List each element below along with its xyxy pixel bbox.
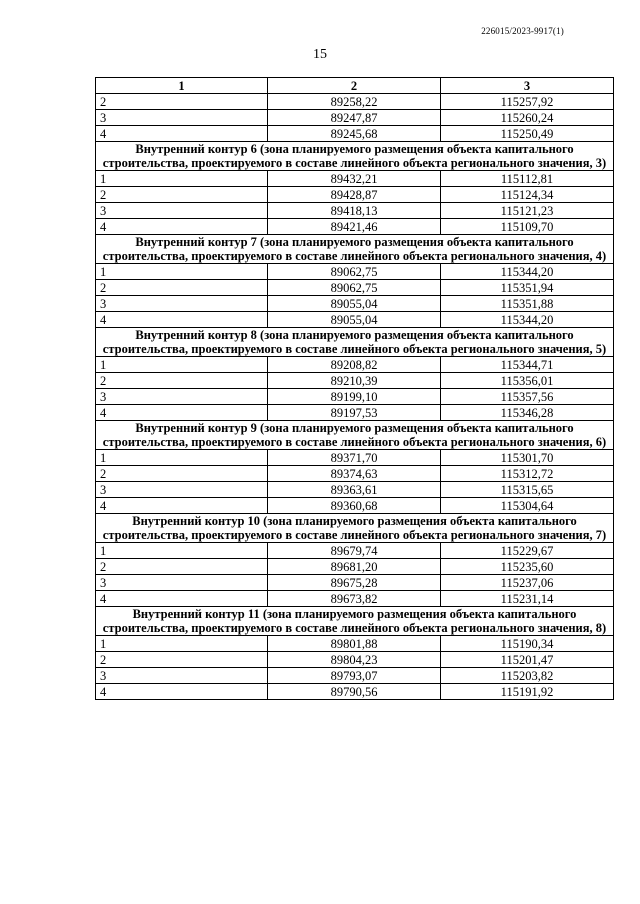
y-coordinate-cell: 115121,23 — [441, 203, 614, 219]
table-row — [96, 668, 614, 684]
contour-title: Внутренний контур 8 (зона планируемого размещения объекта капитального строительства, проектируемого в составе линейного объекта регионального значения, 5) — [96, 328, 614, 357]
point-number-cell: 4 — [96, 684, 268, 700]
contour-title-row — [96, 235, 614, 264]
table-row — [96, 280, 614, 296]
x-coordinate-cell: 89428,87 — [268, 187, 441, 203]
point-number-cell: 3 — [96, 203, 268, 219]
coordinates-table — [95, 77, 614, 700]
table-row — [96, 466, 614, 482]
table-row — [96, 373, 614, 389]
y-coordinate-cell: 115237,06 — [441, 575, 614, 591]
table-body — [96, 94, 614, 700]
y-coordinate-cell: 115346,28 — [441, 405, 614, 421]
table-row — [96, 264, 614, 280]
table-row — [96, 636, 614, 652]
y-coordinate-cell: 115231,14 — [441, 591, 614, 607]
point-number-cell: 1 — [96, 450, 268, 466]
x-coordinate-cell: 89673,82 — [268, 591, 441, 607]
y-coordinate-cell: 115344,20 — [441, 264, 614, 280]
y-coordinate-cell: 115235,60 — [441, 559, 614, 575]
y-coordinate-cell: 115191,92 — [441, 684, 614, 700]
point-number-cell: 2 — [96, 280, 268, 296]
y-coordinate-cell: 115356,01 — [441, 373, 614, 389]
x-coordinate-cell: 89418,13 — [268, 203, 441, 219]
page-number: 15 — [313, 47, 327, 62]
point-number-cell: 1 — [96, 543, 268, 559]
point-number-cell: 4 — [96, 498, 268, 514]
y-coordinate-cell: 115351,94 — [441, 280, 614, 296]
x-coordinate-cell: 89421,46 — [268, 219, 441, 235]
y-coordinate-cell: 115260,24 — [441, 110, 614, 126]
point-number-cell: 2 — [96, 94, 268, 110]
y-coordinate-cell: 115304,64 — [441, 498, 614, 514]
y-coordinate-cell: 115344,20 — [441, 312, 614, 328]
contour-title: Внутренний контур 6 (зона планируемого размещения объекта капитального строительства, проектируемого в составе линейного объекта регионального значения, 3) — [96, 142, 614, 171]
point-number-cell: 2 — [96, 466, 268, 482]
point-number-cell: 1 — [96, 357, 268, 373]
x-coordinate-cell: 89247,87 — [268, 110, 441, 126]
point-number-cell: 4 — [96, 591, 268, 607]
x-coordinate-cell: 89210,39 — [268, 373, 441, 389]
point-number-cell: 3 — [96, 668, 268, 684]
point-number-cell: 3 — [96, 296, 268, 312]
y-coordinate-cell: 115351,88 — [441, 296, 614, 312]
y-coordinate-cell: 115109,70 — [441, 219, 614, 235]
x-coordinate-cell: 89055,04 — [268, 312, 441, 328]
contour-title-row — [96, 514, 614, 543]
y-coordinate-cell: 115112,81 — [441, 171, 614, 187]
contour-title-row — [96, 421, 614, 450]
table-row — [96, 187, 614, 203]
y-coordinate-cell: 115312,72 — [441, 466, 614, 482]
y-coordinate-cell: 115315,65 — [441, 482, 614, 498]
column-header-y: 3 — [441, 78, 614, 94]
table-row — [96, 543, 614, 559]
point-number-cell: 3 — [96, 110, 268, 126]
x-coordinate-cell: 89801,88 — [268, 636, 441, 652]
table-row — [96, 482, 614, 498]
x-coordinate-cell: 89208,82 — [268, 357, 441, 373]
y-coordinate-cell: 115201,47 — [441, 652, 614, 668]
x-coordinate-cell: 89258,22 — [268, 94, 441, 110]
y-coordinate-cell: 115250,49 — [441, 126, 614, 142]
x-coordinate-cell: 89374,63 — [268, 466, 441, 482]
contour-title-row — [96, 607, 614, 636]
table-row — [96, 559, 614, 575]
y-coordinate-cell: 115203,82 — [441, 668, 614, 684]
x-coordinate-cell: 89793,07 — [268, 668, 441, 684]
point-number-cell: 1 — [96, 171, 268, 187]
x-coordinate-cell: 89062,75 — [268, 264, 441, 280]
y-coordinate-cell: 115257,92 — [441, 94, 614, 110]
table-row — [96, 450, 614, 466]
table-row — [96, 110, 614, 126]
contour-title-row — [96, 142, 614, 171]
y-coordinate-cell: 115190,34 — [441, 636, 614, 652]
table-row — [96, 405, 614, 421]
contour-title: Внутренний контур 9 (зона планируемого размещения объекта капитального строительства, проектируемого в составе линейного объекта регионального значения, 6) — [96, 421, 614, 450]
x-coordinate-cell: 89790,56 — [268, 684, 441, 700]
table-row — [96, 203, 614, 219]
x-coordinate-cell: 89245,68 — [268, 126, 441, 142]
table-row — [96, 684, 614, 700]
x-coordinate-cell: 89055,04 — [268, 296, 441, 312]
point-number-cell: 1 — [96, 264, 268, 280]
y-coordinate-cell: 115344,71 — [441, 357, 614, 373]
table-row — [96, 126, 614, 142]
table-row — [96, 575, 614, 591]
contour-title-row — [96, 328, 614, 357]
y-coordinate-cell: 115124,34 — [441, 187, 614, 203]
table-row — [96, 296, 614, 312]
table-row — [96, 389, 614, 405]
table-row — [96, 312, 614, 328]
point-number-cell: 2 — [96, 559, 268, 575]
document-id: 226015/2023-9917(1) — [481, 26, 564, 36]
table-row — [96, 171, 614, 187]
x-coordinate-cell: 89360,68 — [268, 498, 441, 514]
x-coordinate-cell: 89679,74 — [268, 543, 441, 559]
point-number-cell: 4 — [96, 405, 268, 421]
contour-title: Внутренний контур 11 (зона планируемого размещения объекта капитального строительства, проектируемого в составе линейного объекта регионального значения, 8) — [96, 607, 614, 636]
x-coordinate-cell: 89199,10 — [268, 389, 441, 405]
table-row — [96, 94, 614, 110]
x-coordinate-cell: 89804,23 — [268, 652, 441, 668]
x-coordinate-cell: 89363,61 — [268, 482, 441, 498]
table-header-row — [96, 78, 614, 94]
point-number-cell: 3 — [96, 389, 268, 405]
x-coordinate-cell: 89675,28 — [268, 575, 441, 591]
table-row — [96, 591, 614, 607]
x-coordinate-cell: 89432,21 — [268, 171, 441, 187]
table-row — [96, 498, 614, 514]
x-coordinate-cell: 89197,53 — [268, 405, 441, 421]
column-header-x: 2 — [268, 78, 441, 94]
column-header-number: 1 — [96, 78, 268, 94]
x-coordinate-cell: 89371,70 — [268, 450, 441, 466]
point-number-cell: 4 — [96, 312, 268, 328]
y-coordinate-cell: 115229,67 — [441, 543, 614, 559]
y-coordinate-cell: 115301,70 — [441, 450, 614, 466]
point-number-cell: 3 — [96, 482, 268, 498]
table-row — [96, 357, 614, 373]
x-coordinate-cell: 89062,75 — [268, 280, 441, 296]
point-number-cell: 3 — [96, 575, 268, 591]
x-coordinate-cell: 89681,20 — [268, 559, 441, 575]
contour-title: Внутренний контур 7 (зона планируемого размещения объекта капитального строительства, проектируемого в составе линейного объекта регионального значения, 4) — [96, 235, 614, 264]
point-number-cell: 2 — [96, 652, 268, 668]
table-row — [96, 652, 614, 668]
point-number-cell: 2 — [96, 187, 268, 203]
contour-title: Внутренний контур 10 (зона планируемого размещения объекта капитального строительства, проектируемого в составе линейного объекта регионального значения, 7) — [96, 514, 614, 543]
point-number-cell: 2 — [96, 373, 268, 389]
y-coordinate-cell: 115357,56 — [441, 389, 614, 405]
point-number-cell: 4 — [96, 219, 268, 235]
point-number-cell: 4 — [96, 126, 268, 142]
point-number-cell: 1 — [96, 636, 268, 652]
table-row — [96, 219, 614, 235]
